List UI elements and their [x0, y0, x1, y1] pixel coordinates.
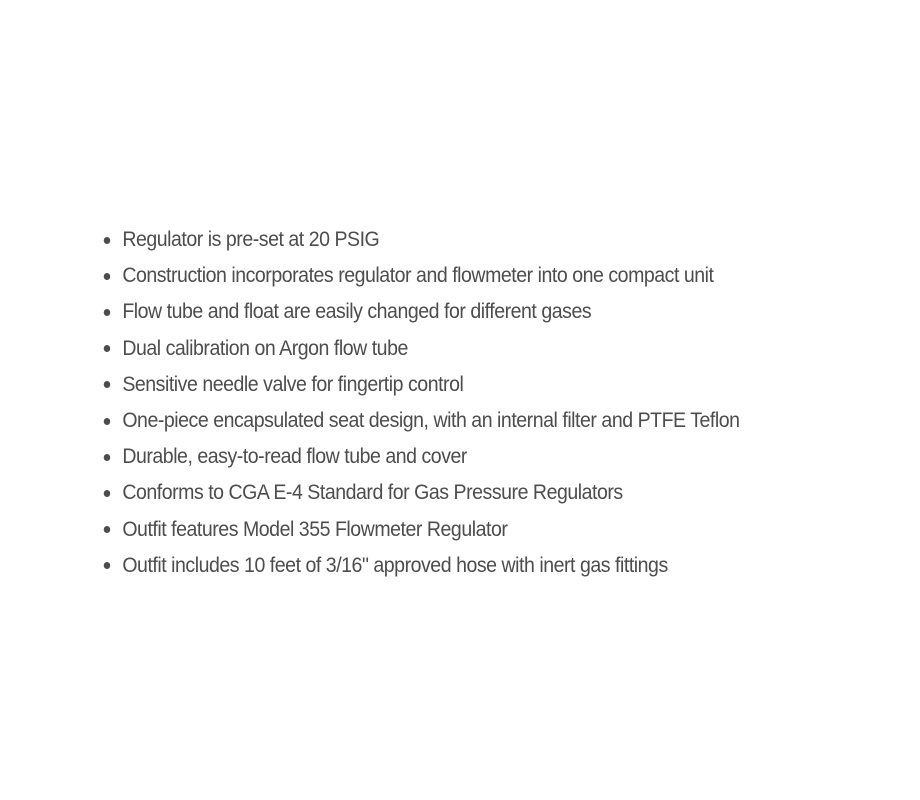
bullet-icon	[104, 273, 111, 280]
feature-list	[100, 222, 900, 584]
bullet-icon	[104, 309, 111, 316]
feature-text: Outfit includes 10 feet of 3/16" approved hose with inert gas fittings	[122, 553, 668, 577]
bullet-icon	[104, 237, 111, 244]
feature-text: Construction incorporates regulator and flowmeter into one compact unit	[122, 264, 714, 288]
bullet-icon	[104, 490, 111, 497]
feature-text: Regulator is pre-set at 20 PSIG	[122, 228, 380, 252]
bullet-icon	[104, 526, 111, 533]
feature-text: Flow tube and float are easily changed for different gases	[122, 300, 592, 324]
list-item	[100, 367, 844, 403]
list-item	[100, 475, 844, 511]
list-item	[100, 439, 844, 475]
list-item	[100, 403, 844, 439]
list-item	[100, 258, 844, 294]
list-item	[100, 512, 844, 548]
bullet-icon	[104, 381, 111, 388]
feature-text: Outfit features Model 355 Flowmeter Regulator	[122, 517, 508, 541]
bullet-icon	[104, 418, 111, 425]
feature-text: Sensitive needle valve for fingertip control	[122, 372, 464, 396]
list-item	[100, 222, 844, 258]
bullet-icon	[104, 562, 111, 569]
list-item	[100, 294, 844, 330]
bullet-icon	[104, 345, 111, 352]
list-item	[100, 331, 844, 367]
feature-text: One-piece encapsulated seat design, with an internal filter and PTFE Teflon	[122, 409, 740, 433]
bullet-icon	[104, 454, 111, 461]
feature-text: Durable, easy-to-read flow tube and cover	[122, 445, 467, 469]
list-item	[100, 548, 844, 584]
feature-text: Dual calibration on Argon flow tube	[122, 336, 408, 360]
feature-text: Conforms to CGA E-4 Standard for Gas Pressure Regulators	[122, 481, 623, 505]
